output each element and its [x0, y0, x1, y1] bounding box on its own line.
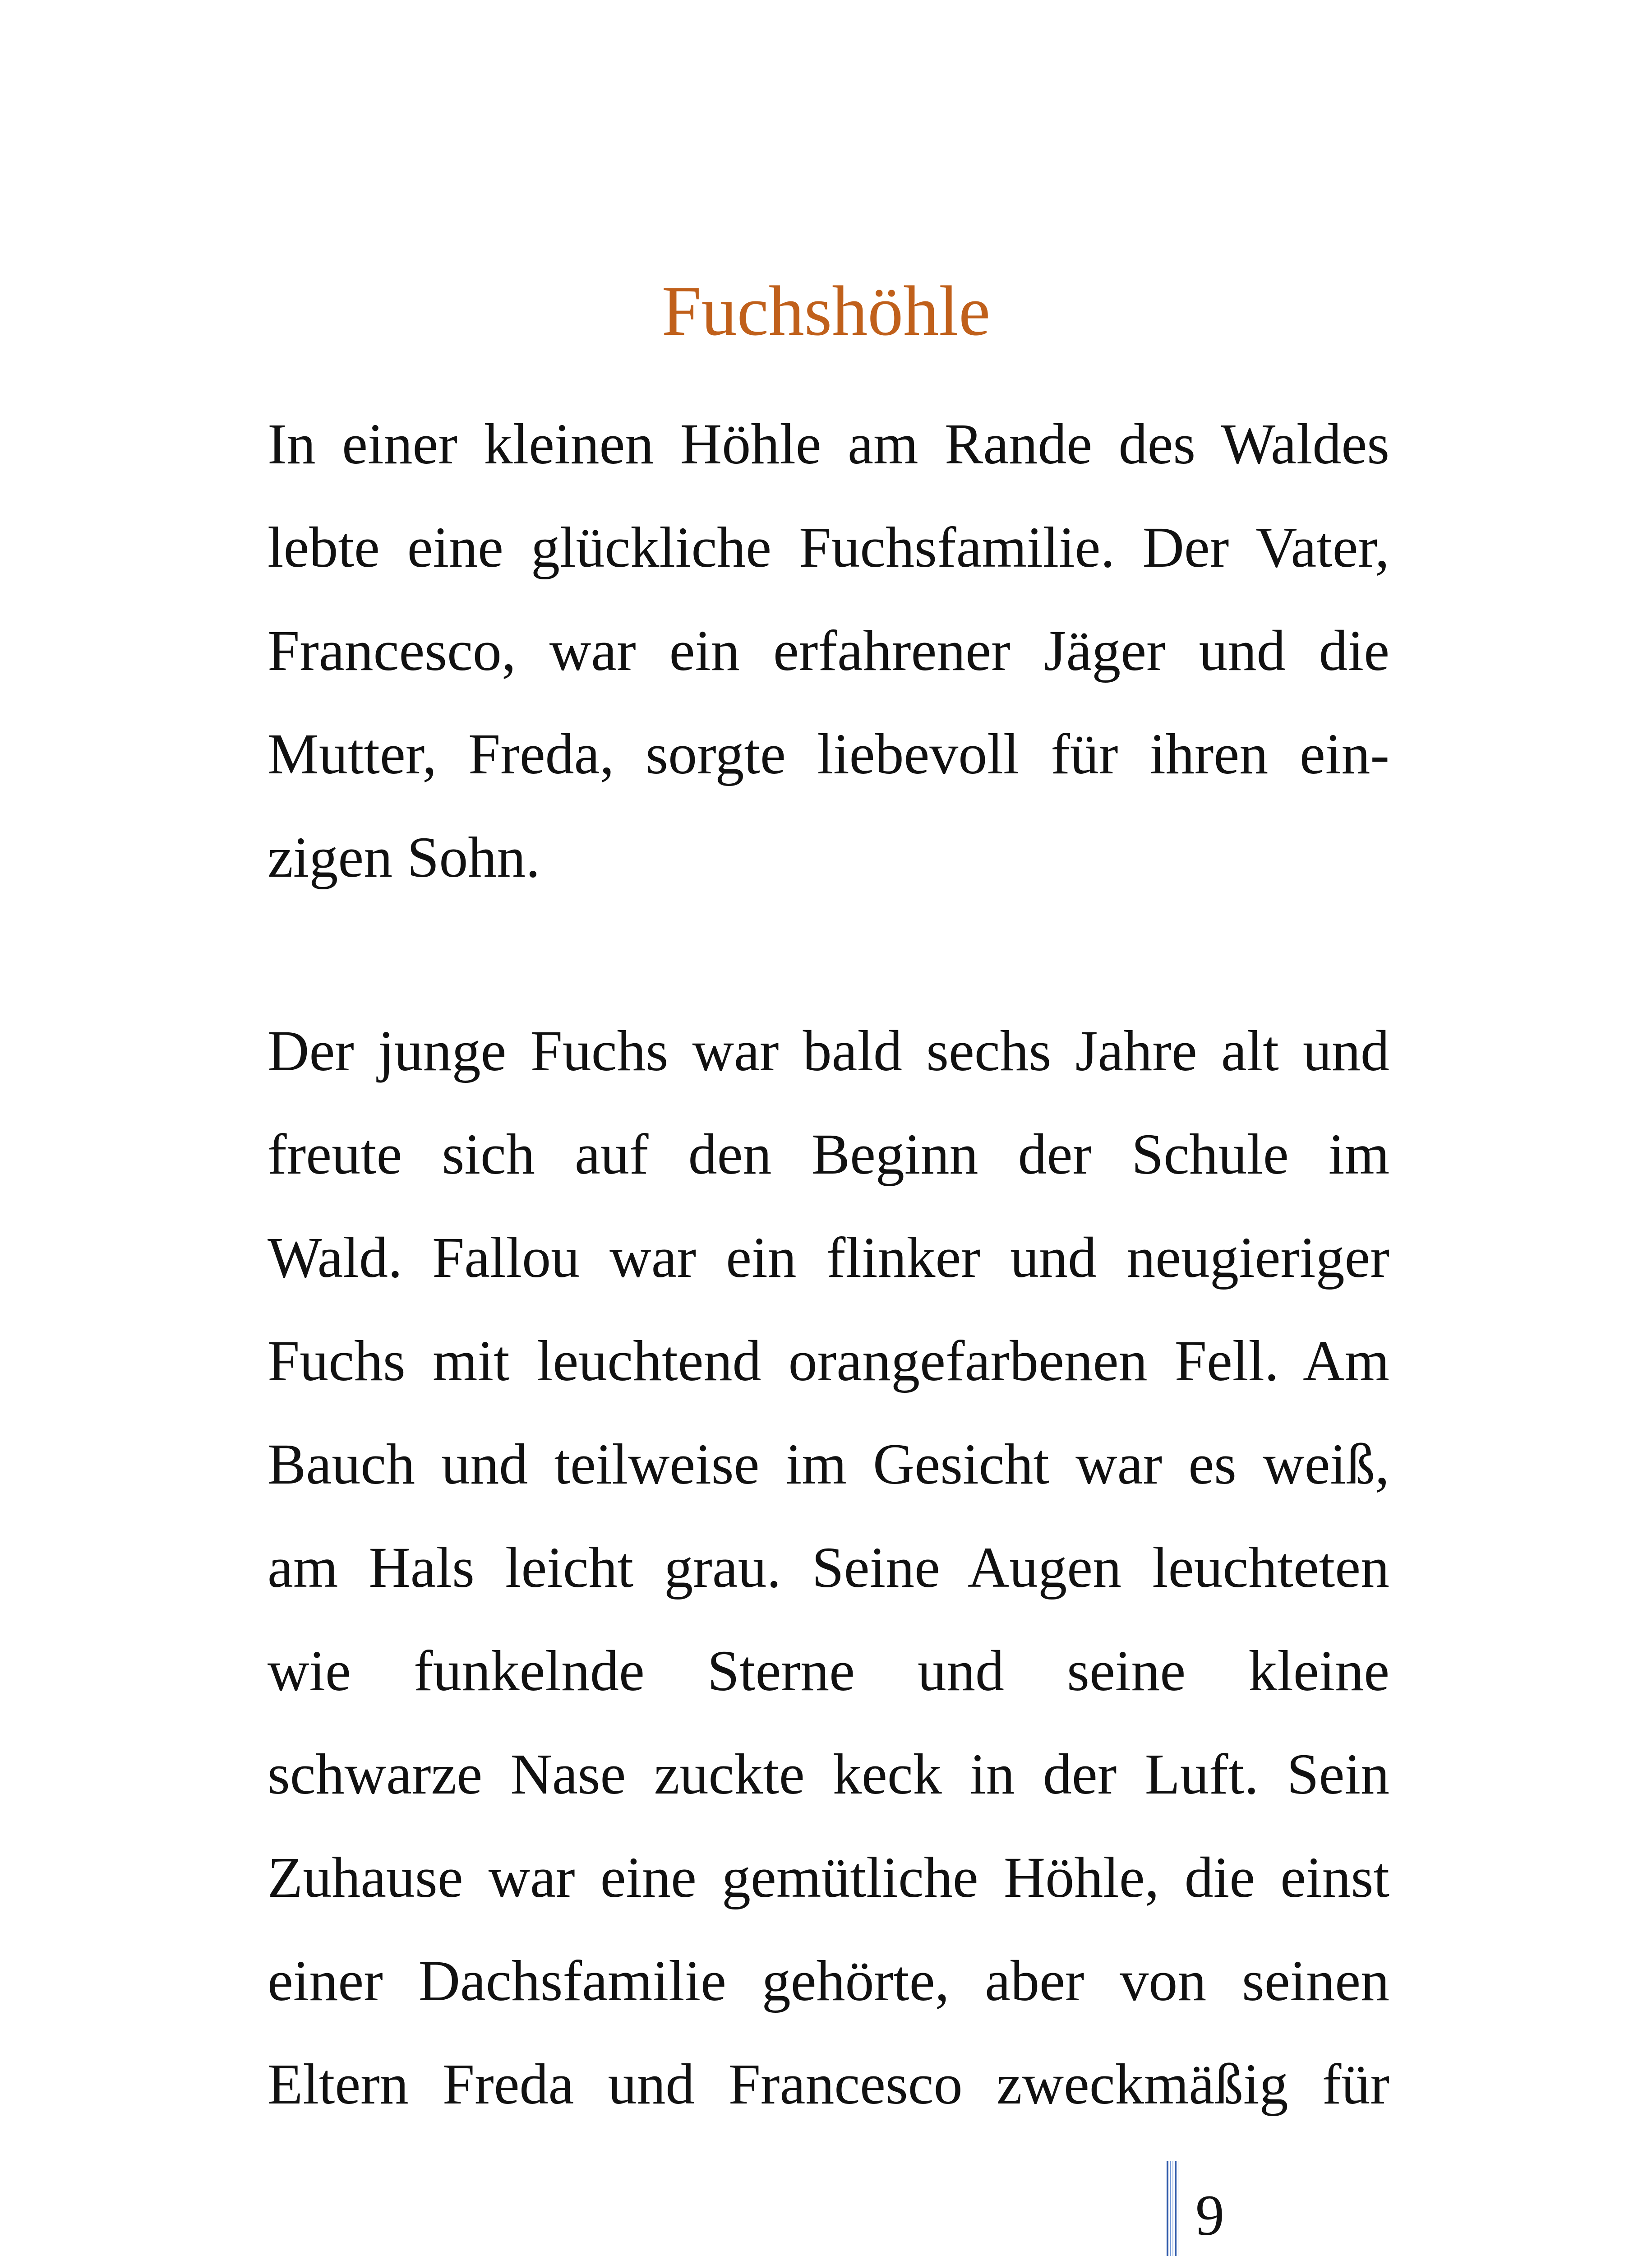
- page-number: 9: [1195, 2183, 1224, 2247]
- text-line: Zuhause war eine gemütliche Höhle, die einst: [268, 1845, 1389, 1909]
- text-line: Francesco, war ein erfahrener Jäger und die: [268, 619, 1389, 683]
- text-line: Der junge Fuchs war bald sechs Jahre alt und: [268, 1019, 1389, 1083]
- paragraph-2: [268, 999, 1389, 2136]
- text-line: wie funkelnde Sterne und seine kleine: [268, 1639, 1389, 1703]
- text-line: Bauch und teilweise im Gesicht war es weiß,: [268, 1432, 1389, 1496]
- text-line: lebte eine glückliche Fuchsfamilie. Der Vater,: [268, 515, 1389, 579]
- text-line: einer Dachsfamilie gehörte, aber von seinen: [268, 1949, 1389, 2013]
- text-line: zigen Sohn.: [268, 825, 540, 889]
- paragraph-1: [268, 393, 1389, 909]
- text-line: schwarze Nase zuckte keck in der Luft. Sein: [268, 1742, 1389, 1806]
- text-line: am Hals leicht grau. Seine Augen leuchteten: [268, 1535, 1389, 1600]
- text-line: Mutter, Freda, sorgte liebevoll für ihren ein-: [268, 722, 1389, 786]
- text-line: Eltern Freda und Francesco zweckmäßig für: [268, 2052, 1389, 2116]
- chapter-title: Fuchshöhle: [661, 272, 991, 351]
- text-line: freute sich auf den Beginn der Schule im: [268, 1122, 1389, 1186]
- text-line: Fuchs mit leuchtend orangefarbenen Fell. Am: [268, 1329, 1389, 1393]
- text-line: In einer kleinen Höhle am Rande des Waldes: [268, 412, 1389, 476]
- text-line: Wald. Fallou war ein flinker und neugieriger: [268, 1225, 1389, 1290]
- footer-decorative-bar: [1167, 2161, 1178, 2256]
